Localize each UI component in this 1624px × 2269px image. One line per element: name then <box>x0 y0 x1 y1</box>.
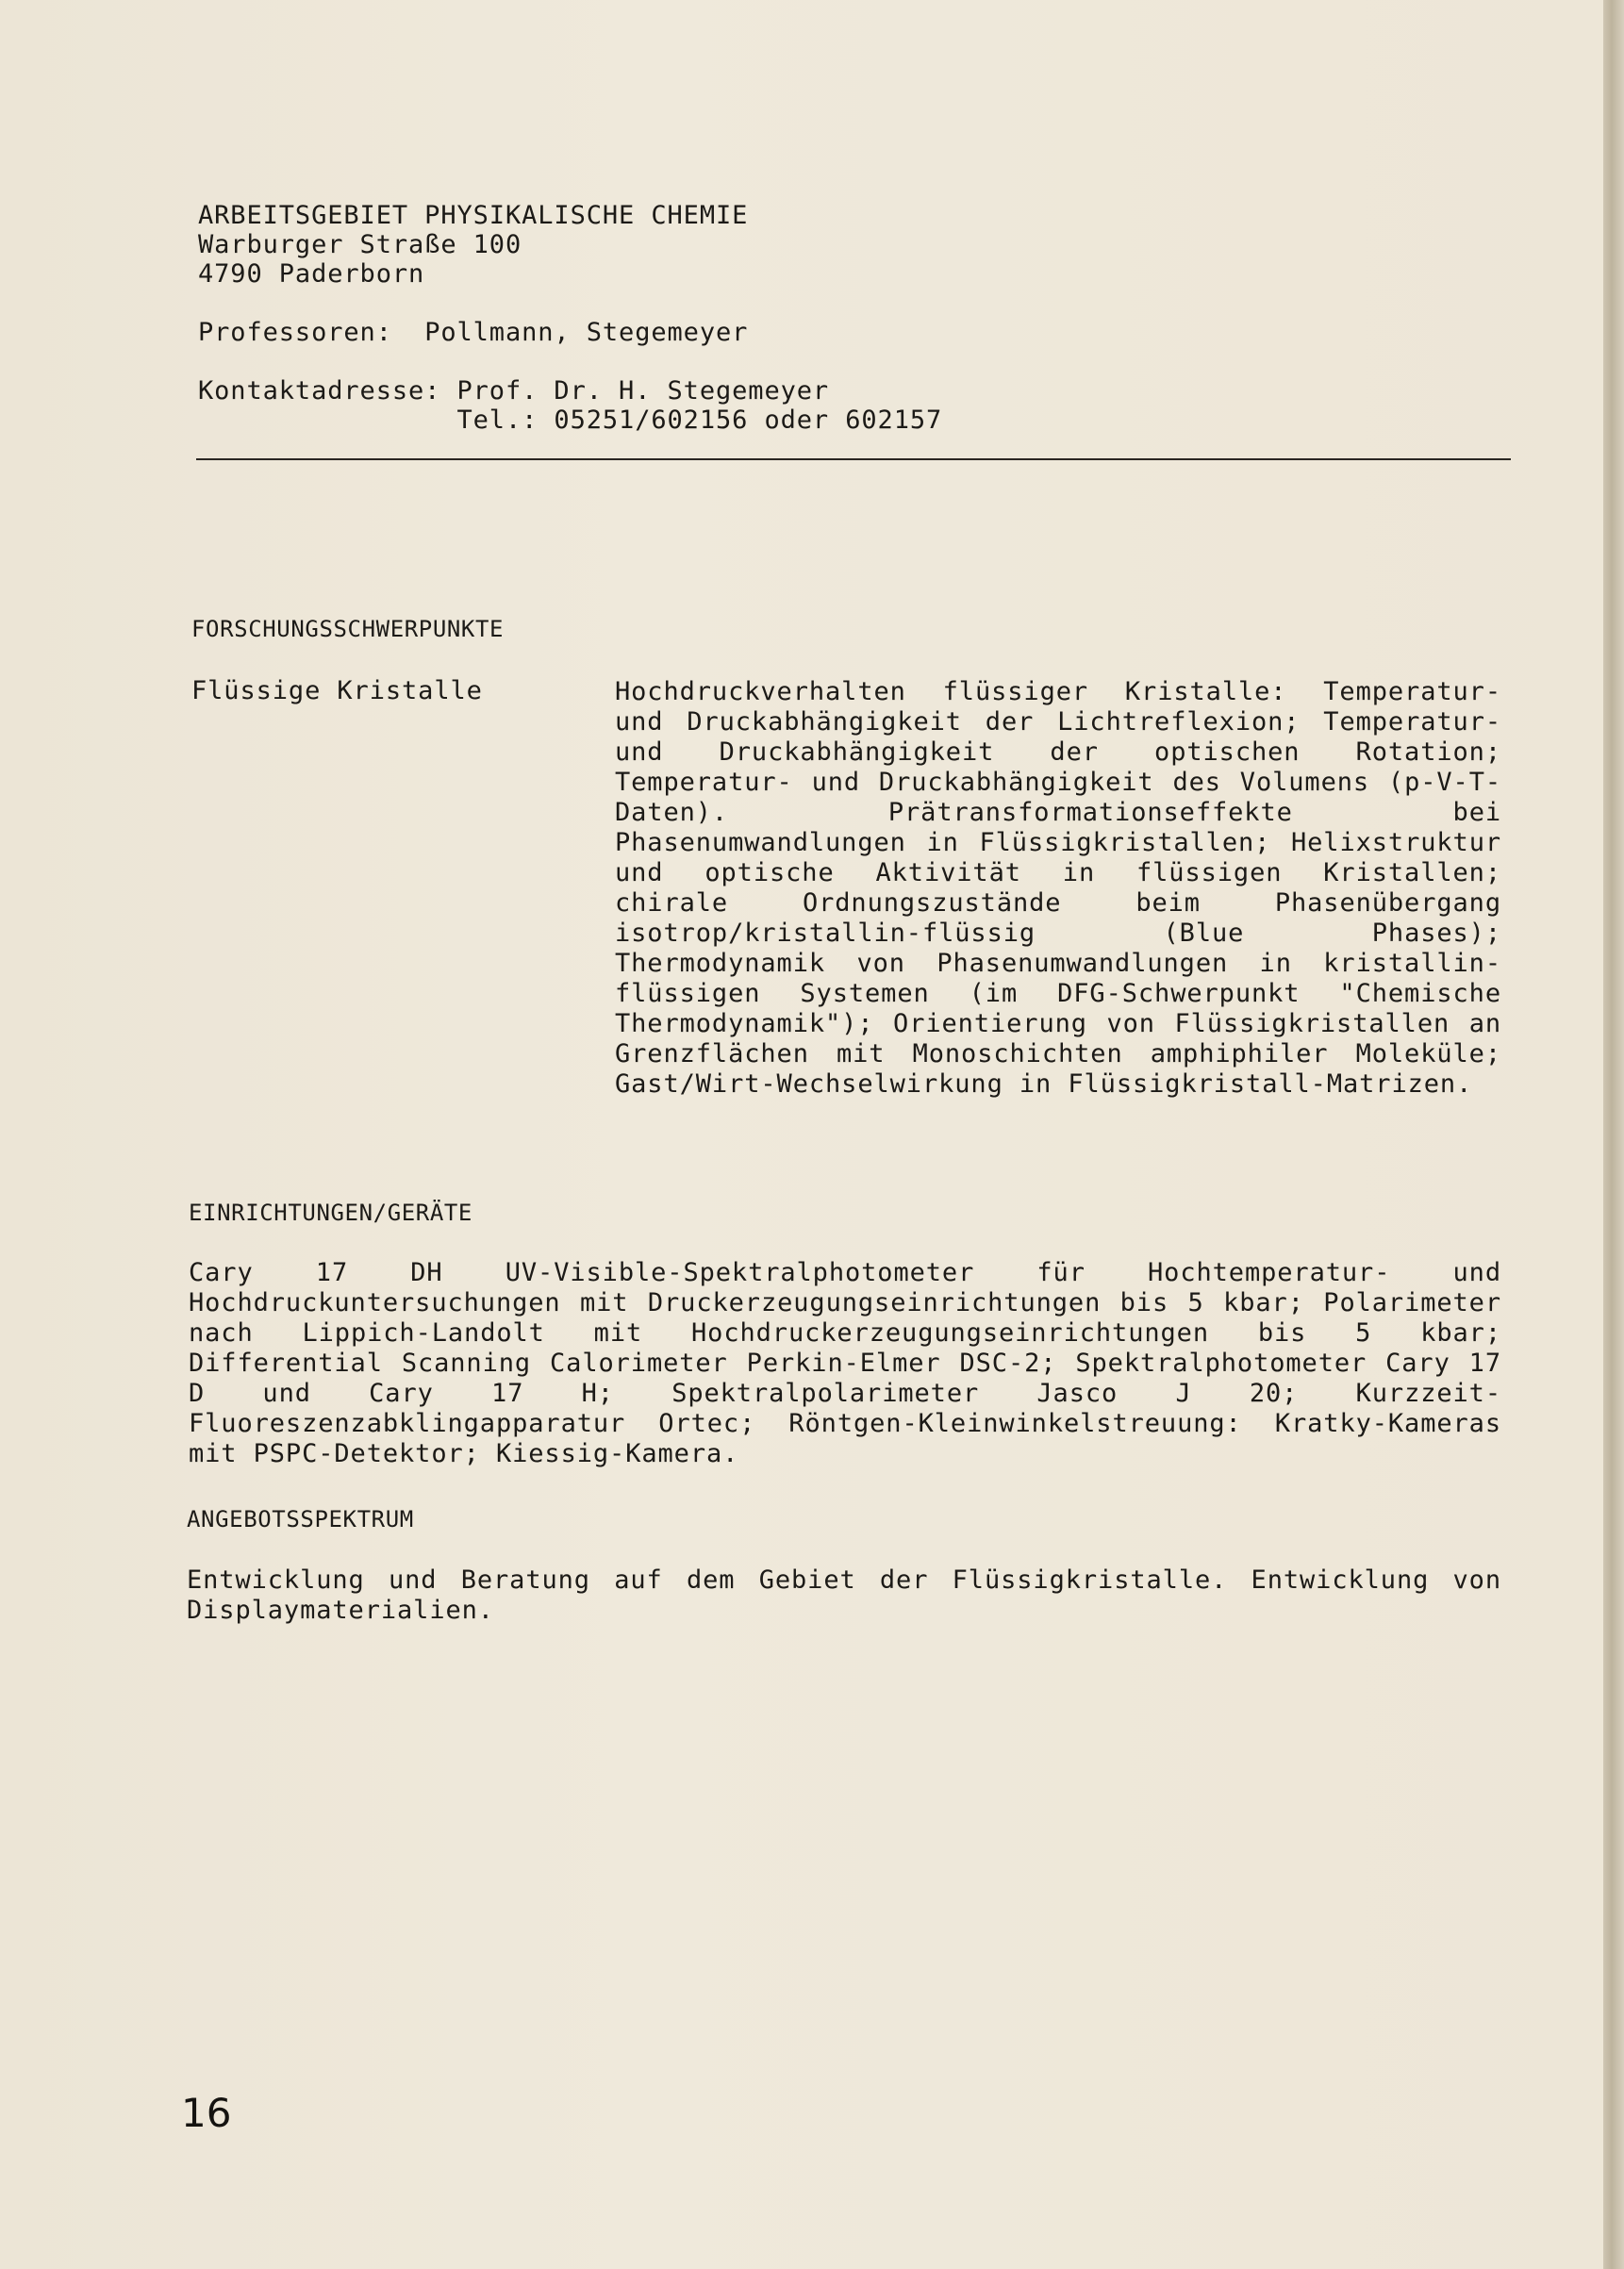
address-header <box>198 201 942 435</box>
offer-text: Entwicklung und Beratung auf dem Gebiet der Flüssigkristalle. Entwicklung von Displaymaterialien. <box>187 1565 1501 1625</box>
equipment-text: Cary 17 DH UV-Visible-Spektralphotometer für Hochtemperatur- und Hochdruckuntersuchungen mit Druckerzeugungseinrichtungen bis 5 kbar; Polarimeter nach Lippich-Landolt mit Hochdruckerzeugungseinrichtungen bis 5 kbar; Differential Scanning Calorimeter Perkin-Elmer DSC-2; Spektralphotometer Cary 17 D und Cary 17 H; Spektralpolarimeter Jasco J 20; Kurzzeit-Fluoreszenzabklingapparatur Ortec; Röntgen-Kleinwinkelstreuung: Kratky-Kameras mit PSPC-Detektor; Kiessig-Kamera. <box>189 1258 1501 1468</box>
contact-value: Prof. Dr. H. Stegemeyer <box>456 376 830 406</box>
research-topic: Flüssige Kristalle <box>191 676 483 705</box>
street-address: Warburger Straße 100 <box>198 230 522 259</box>
professors-label: Professoren: <box>198 318 392 347</box>
header-divider <box>196 458 1511 460</box>
equipment-heading: EINRICHTUNGEN/GERÄTE <box>189 1200 472 1226</box>
contact-phone: Tel.: 05251/602156 oder 602157 <box>456 406 943 435</box>
city-address: 4790 Paderborn <box>198 259 425 289</box>
offer-heading: ANGEBOTSSPEKTRUM <box>187 1506 414 1532</box>
institution-name: ARBEITSGEBIET PHYSIKALISCHE CHEMIE <box>198 201 749 230</box>
professors-value: Pollmann, Stegemeyer <box>424 318 749 347</box>
research-heading: FORSCHUNGSSCHWERPUNKTE <box>191 616 505 642</box>
page-number: 16 <box>181 2090 232 2136</box>
contact-label: Kontaktadresse: <box>198 376 441 406</box>
page-edge <box>1603 0 1624 2269</box>
research-description: Hochdruckverhalten flüssiger Kristalle: Temperatur- und Druckabhängigkeit der Lichtreflexion; Temperatur- und Druckabhängigkeit der optischen Rotation; Temperatur- und Druckabhängigkeit des Volumens (p-V-T-Daten). Prätransformationseffekte bei Phasenumwandlungen in Flüssigkristallen; Helixstruktur und optische Aktivität in flüssigen Kristallen; chirale Ordnungszustände beim Phasenübergang isotrop/kristallin-flüssig (Blue Phases); Thermodynamik von Phasenumwandlungen in kristallin-flüssigen Systemen (im DFG-Schwerpunkt "Chemische Thermodynamik"); Orientierung von Flüssigkristallen an Grenzflächen mit Monoschichten amphiphiler Moleküle; Gast/Wirt-Wechselwirkung in Flüssigkristall-Matrizen. <box>615 677 1501 1099</box>
